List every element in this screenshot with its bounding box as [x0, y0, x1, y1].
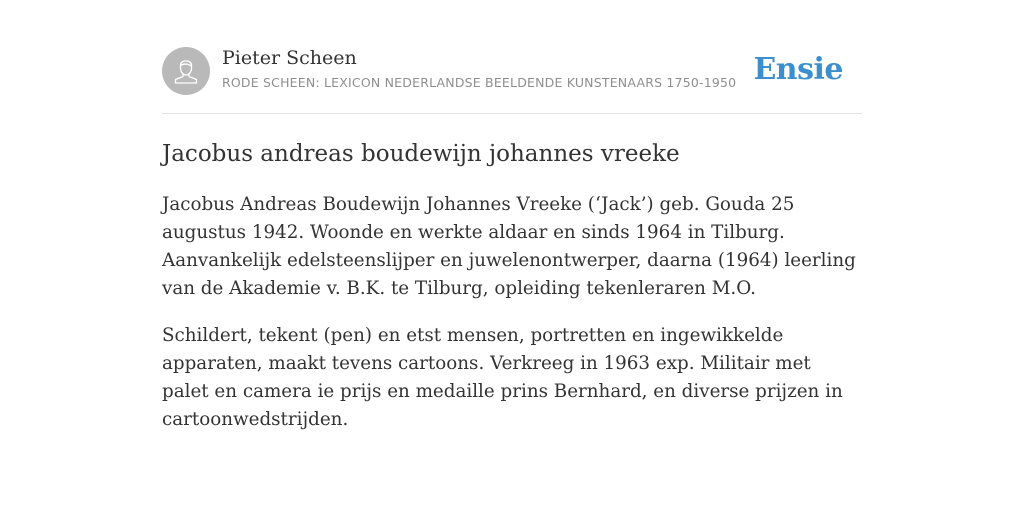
author-name[interactable]: Pieter Scheen — [222, 47, 357, 69]
brand-logo[interactable]: Ensie — [753, 52, 843, 87]
card — [162, 46, 862, 434]
article-title: Jacobus andreas boudewijn johannes vreeke — [162, 141, 680, 167]
article-paragraph: Jacobus Andreas Boudewijn Johannes Vreeke (‘Jack’) geb. Gouda 25 augustus 1942. Woonde en werkte aldaar en sinds 1964 in Tilburg. Aanvankelijk edelsteenslijper en juwelenontwerper, daarna (1964) leerling van de Akademie v. B.K. te Tilburg, opleiding tekenleraren M.O. — [162, 194, 856, 299]
author-header — [162, 46, 862, 114]
article-paragraph: Schildert, tekent (pen) en etst mensen, portretten en ingewikkelde apparaten, maakt tevens cartoons. Verkreeg in 1963 exp. Militair met palet en camera ie prijs en medaille prins Bernhard, en diverse prijzen in cartoonwedstrijden. — [162, 325, 843, 430]
user-silhouette-icon — [162, 47, 210, 95]
avatar[interactable] — [162, 47, 210, 95]
source-title[interactable]: RODE SCHEEN: LEXICON NEDERLANDSE BEELDENDE KUNSTENAARS 1750-1950 — [222, 75, 737, 90]
